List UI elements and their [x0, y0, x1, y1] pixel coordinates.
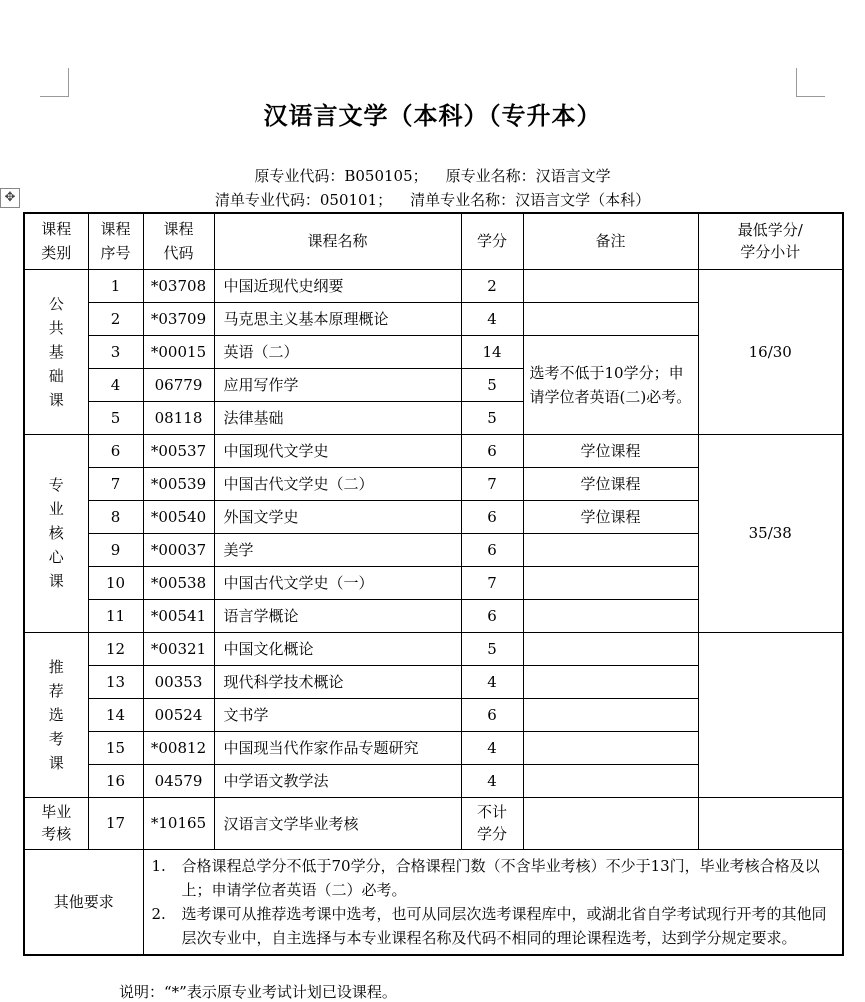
code-cell: *00015 [143, 335, 214, 368]
course-name-cell: 现代科学技术概论 [214, 665, 461, 698]
course-name-cell: 中国古代文学史（一） [214, 566, 461, 599]
course-name-cell: 中国近现代史纲要 [214, 269, 461, 302]
note-cell [523, 797, 698, 849]
course-name-cell: 中国文化概论 [214, 632, 461, 665]
page-corner-mark-top-left [40, 68, 69, 97]
note-cell [523, 269, 698, 302]
table-row [24, 797, 843, 849]
code-cell: 06779 [143, 368, 214, 401]
course-name-cell: 法律基础 [214, 401, 461, 434]
note-cell [523, 665, 698, 698]
seq-cell: 8 [88, 500, 143, 533]
list-major-code: 清单专业代码：050101； [214, 191, 393, 209]
credits-cell: 6 [461, 533, 523, 566]
seq-cell: 13 [88, 665, 143, 698]
seq-cell: 10 [88, 566, 143, 599]
course-name-cell: 语言学概论 [214, 599, 461, 632]
subtotal-cell [698, 632, 843, 797]
code-cell: *03708 [143, 269, 214, 302]
credits-cell: 6 [461, 500, 523, 533]
credits-cell: 4 [461, 302, 523, 335]
requirement-item: 1. 合格课程总学分不低于70学分，合格课程门数（不含毕业考核）不少于13门，毕业考核合格及以上；申请学位者英语（二）必考。 [151, 856, 820, 899]
seq-cell: 3 [88, 335, 143, 368]
seq-cell: 14 [88, 698, 143, 731]
course-name-cell: 中国现当代作家作品专题研究 [214, 731, 461, 764]
elective-note-cell: 选考不低于10学分；申请学位者英语(二)必考。 [523, 335, 698, 434]
footnote: 说明：“*”表示原专业考试计划已设课程。 [119, 983, 397, 1001]
original-major-code: 原专业代码：B050105； [254, 167, 428, 185]
note-cell [523, 731, 698, 764]
credits-cell: 4 [461, 764, 523, 797]
note-cell [523, 599, 698, 632]
header-credits: 学分 [461, 213, 523, 269]
credits-cell: 不计 学分 [461, 797, 523, 849]
note-cell [523, 533, 698, 566]
credits-cell: 7 [461, 566, 523, 599]
table-row [24, 269, 843, 302]
category-cell: 专业核心课 [24, 434, 88, 632]
subtotal-cell: 16/30 [698, 269, 843, 434]
document-title: 汉语言文学（本科）（专升本） [263, 101, 602, 130]
original-major-name: 原专业名称：汉语言文学 [445, 167, 611, 185]
course-name-cell: 汉语言文学毕业考核 [214, 797, 461, 849]
list-major-name: 清单专业名称：汉语言文学（本科） [410, 191, 651, 209]
table-row [24, 434, 843, 467]
course-name-cell: 美学 [214, 533, 461, 566]
other-requirements-label: 其他要求 [24, 849, 143, 955]
note-cell [523, 566, 698, 599]
header-code: 课程代码 [143, 213, 214, 269]
other-requirements-content [143, 849, 843, 955]
credits-cell: 2 [461, 269, 523, 302]
course-name-cell: 外国文学史 [214, 500, 461, 533]
subtotal-cell: 35/38 [698, 434, 843, 632]
subtotal-cell [698, 797, 843, 849]
category-cell: 推荐选考课 [24, 632, 88, 797]
note-cell [523, 632, 698, 665]
code-cell: *03709 [143, 302, 214, 335]
credits-cell: 5 [461, 401, 523, 434]
requirement-item: 2. 选考课可从推荐选考课中选考，也可从同层次选考课程库中，或湖北省自学考试现行开考的其他同层次专业中，自主选择与本专业课程名称及代码不相同的理论课程选考，达到学分规定要求。 [151, 904, 827, 947]
course-name-cell: 文书学 [214, 698, 461, 731]
table-row [24, 632, 843, 665]
course-name-cell: 应用写作学 [214, 368, 461, 401]
note-cell: 学位课程 [523, 467, 698, 500]
seq-cell: 15 [88, 731, 143, 764]
credits-cell: 5 [461, 368, 523, 401]
code-cell: *00537 [143, 434, 214, 467]
seq-cell: 6 [88, 434, 143, 467]
seq-cell: 16 [88, 764, 143, 797]
course-plan-table [23, 212, 844, 956]
header-seq: 课程序号 [88, 213, 143, 269]
seq-cell: 7 [88, 467, 143, 500]
credits-cell: 5 [461, 632, 523, 665]
credits-cell: 6 [461, 698, 523, 731]
code-cell: *00812 [143, 731, 214, 764]
seq-cell: 9 [88, 533, 143, 566]
code-cell: *00037 [143, 533, 214, 566]
header-min-credits: 最低学分/ 学分小计 [698, 213, 843, 269]
seq-cell: 11 [88, 599, 143, 632]
table-move-handle-icon[interactable]: ✥ [0, 188, 20, 208]
code-cell: *00539 [143, 467, 214, 500]
table-header-row [24, 213, 843, 269]
code-cell: 00524 [143, 698, 214, 731]
seq-cell: 12 [88, 632, 143, 665]
code-cell: 00353 [143, 665, 214, 698]
page-corner-mark-top-right [796, 68, 825, 97]
seq-cell: 17 [88, 797, 143, 849]
credits-cell: 6 [461, 434, 523, 467]
credits-cell: 7 [461, 467, 523, 500]
code-cell: *00541 [143, 599, 214, 632]
note-cell [523, 698, 698, 731]
course-name-cell: 英语（二） [214, 335, 461, 368]
credits-cell: 6 [461, 599, 523, 632]
original-major-info [0, 165, 865, 186]
other-requirements-row [24, 849, 843, 955]
note-cell: 学位课程 [523, 434, 698, 467]
header-category: 课程类别 [24, 213, 88, 269]
code-cell: *00321 [143, 632, 214, 665]
header-name: 课程名称 [214, 213, 461, 269]
course-name-cell: 马克思主义基本原理概论 [214, 302, 461, 335]
category-cell: 公共基础课 [24, 269, 88, 434]
header-note: 备注 [523, 213, 698, 269]
credits-cell: 4 [461, 665, 523, 698]
course-name-cell: 中国现代文学史 [214, 434, 461, 467]
course-name-cell: 中国古代文学史（二） [214, 467, 461, 500]
code-cell: *10165 [143, 797, 214, 849]
credits-cell: 14 [461, 335, 523, 368]
note-cell: 学位课程 [523, 500, 698, 533]
seq-cell: 2 [88, 302, 143, 335]
list-major-info [0, 189, 865, 210]
code-cell: *00540 [143, 500, 214, 533]
seq-cell: 4 [88, 368, 143, 401]
code-cell: 08118 [143, 401, 214, 434]
course-name-cell: 中学语文教学法 [214, 764, 461, 797]
code-cell: *00538 [143, 566, 214, 599]
seq-cell: 5 [88, 401, 143, 434]
note-cell [523, 764, 698, 797]
code-cell: 04579 [143, 764, 214, 797]
category-cell: 毕业 考核 [24, 797, 88, 849]
note-cell [523, 302, 698, 335]
credits-cell: 4 [461, 731, 523, 764]
seq-cell: 1 [88, 269, 143, 302]
